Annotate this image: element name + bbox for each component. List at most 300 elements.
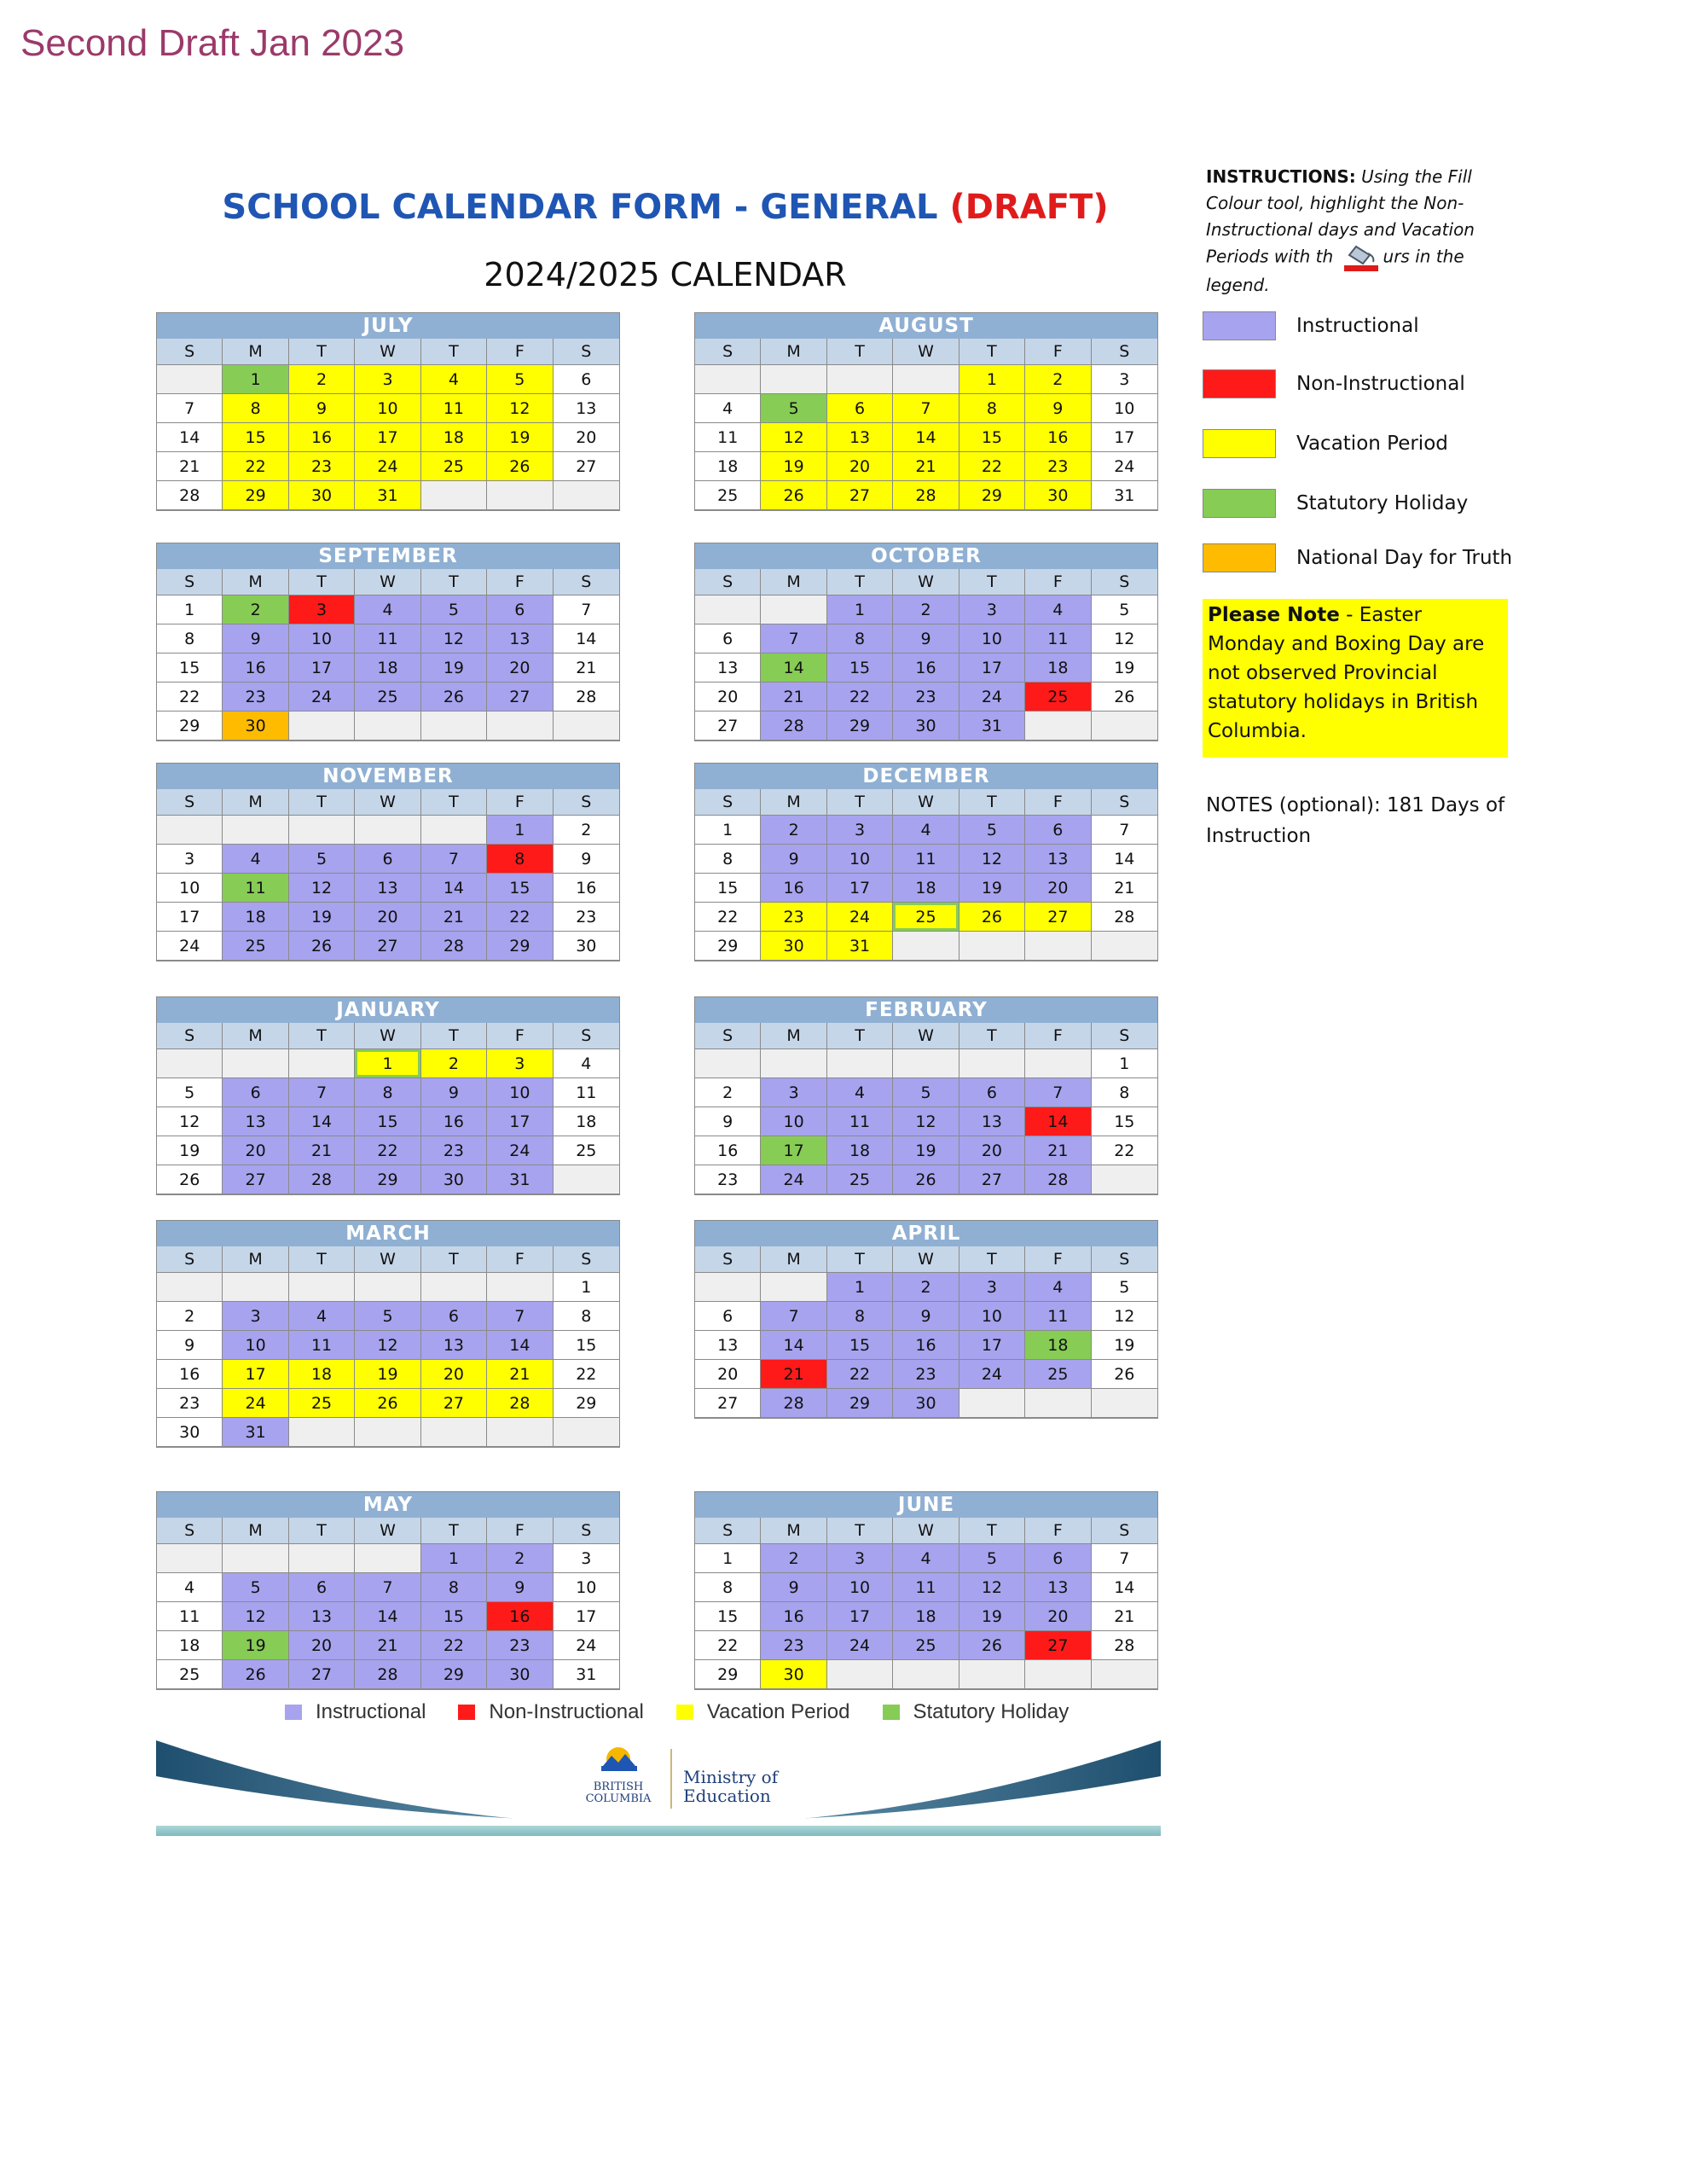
day-cell[interactable]: 2 [157,1302,223,1331]
day-cell[interactable]: 2 [1025,365,1091,394]
day-cell[interactable]: 23 [761,1631,826,1660]
day-cell[interactable]: 12 [355,1331,420,1360]
day-cell[interactable]: 14 [554,624,619,653]
day-cell[interactable]: 20 [959,1136,1025,1165]
day-cell[interactable]: 9 [761,1573,826,1602]
day-cell[interactable]: 26 [1092,1360,1157,1389]
day-cell[interactable]: 9 [157,1331,223,1360]
day-cell[interactable]: 27 [695,1389,761,1418]
day-cell[interactable]: 14 [1025,1107,1091,1136]
day-cell[interactable]: 2 [761,1544,826,1573]
day-cell[interactable]: 19 [157,1136,223,1165]
day-cell[interactable]: 12 [223,1602,288,1631]
day-cell[interactable]: 23 [761,903,826,932]
day-cell[interactable]: 20 [421,1360,487,1389]
day-cell[interactable]: 12 [1092,624,1157,653]
day-cell[interactable]: 15 [421,1602,487,1631]
day-cell[interactable]: 11 [1025,1302,1091,1331]
day-cell[interactable]: 19 [223,1631,288,1660]
day-cell[interactable]: 18 [289,1360,355,1389]
day-cell[interactable]: 13 [1025,845,1091,874]
day-cell[interactable]: 8 [223,394,288,423]
day-cell[interactable]: 12 [157,1107,223,1136]
day-cell[interactable]: 26 [959,1631,1025,1660]
day-cell[interactable]: 5 [355,1302,420,1331]
day-cell[interactable]: 10 [157,874,223,903]
day-cell[interactable]: 7 [1025,1078,1091,1107]
day-cell[interactable]: 31 [223,1418,288,1447]
day-cell[interactable]: 30 [289,481,355,510]
day-cell[interactable]: 26 [355,1389,420,1418]
day-cell[interactable]: 21 [1092,1602,1157,1631]
day-cell[interactable]: 10 [487,1078,553,1107]
day-cell[interactable]: 6 [554,365,619,394]
day-cell[interactable]: 19 [487,423,553,452]
day-cell[interactable]: 27 [1025,1631,1091,1660]
day-cell[interactable]: 5 [893,1078,959,1107]
day-cell[interactable]: 23 [289,452,355,481]
day-cell[interactable]: 5 [1092,1273,1157,1302]
day-cell[interactable]: 4 [695,394,761,423]
day-cell[interactable]: 8 [421,1573,487,1602]
day-cell[interactable]: 7 [554,595,619,624]
day-cell[interactable]: 15 [157,653,223,682]
day-cell[interactable]: 19 [761,452,826,481]
day-cell[interactable]: 12 [959,845,1025,874]
day-cell[interactable]: 19 [959,1602,1025,1631]
day-cell[interactable]: 28 [893,481,959,510]
day-cell[interactable]: 3 [959,1273,1025,1302]
day-cell[interactable]: 26 [223,1660,288,1689]
day-cell[interactable]: 3 [554,1544,619,1573]
day-cell[interactable]: 14 [289,1107,355,1136]
day-cell[interactable]: 7 [1092,1544,1157,1573]
day-cell[interactable]: 3 [827,816,893,845]
day-cell[interactable]: 4 [893,816,959,845]
day-cell[interactable]: 15 [695,874,761,903]
day-cell[interactable]: 23 [487,1631,553,1660]
day-cell[interactable]: 15 [959,423,1025,452]
day-cell[interactable]: 10 [959,624,1025,653]
day-cell[interactable]: 14 [761,653,826,682]
day-cell[interactable]: 30 [157,1418,223,1447]
day-cell[interactable]: 23 [893,1360,959,1389]
day-cell[interactable]: 28 [1092,903,1157,932]
day-cell[interactable]: 30 [487,1660,553,1689]
day-cell[interactable]: 19 [959,874,1025,903]
day-cell[interactable]: 30 [893,712,959,741]
day-cell[interactable]: 11 [554,1078,619,1107]
day-cell[interactable]: 19 [355,1360,420,1389]
day-cell[interactable]: 8 [157,624,223,653]
day-cell[interactable]: 28 [487,1389,553,1418]
day-cell[interactable]: 12 [893,1107,959,1136]
day-cell[interactable]: 1 [695,1544,761,1573]
day-cell[interactable]: 28 [761,712,826,741]
day-cell[interactable]: 12 [761,423,826,452]
day-cell[interactable]: 16 [893,1331,959,1360]
day-cell[interactable]: 1 [695,816,761,845]
day-cell[interactable]: 22 [421,1631,487,1660]
day-cell[interactable]: 25 [827,1165,893,1194]
day-cell[interactable]: 25 [157,1660,223,1689]
day-cell[interactable]: 22 [1092,1136,1157,1165]
day-cell[interactable]: 10 [827,845,893,874]
day-cell[interactable]: 13 [355,874,420,903]
day-cell[interactable]: 18 [1025,1331,1091,1360]
day-cell[interactable]: 11 [289,1331,355,1360]
day-cell[interactable]: 9 [761,845,826,874]
day-cell[interactable]: 16 [695,1136,761,1165]
day-cell[interactable]: 2 [893,595,959,624]
day-cell[interactable]: 5 [959,816,1025,845]
day-cell[interactable]: 1 [827,595,893,624]
day-cell[interactable]: 31 [554,1660,619,1689]
day-cell[interactable]: 1 [157,595,223,624]
day-cell[interactable]: 16 [223,653,288,682]
day-cell[interactable]: 6 [1025,816,1091,845]
day-cell[interactable]: 5 [1092,595,1157,624]
day-cell[interactable]: 23 [554,903,619,932]
day-cell[interactable]: 16 [157,1360,223,1389]
day-cell[interactable]: 9 [893,624,959,653]
day-cell[interactable]: 5 [223,1573,288,1602]
day-cell[interactable]: 25 [421,452,487,481]
day-cell[interactable]: 8 [827,1302,893,1331]
day-cell[interactable]: 17 [959,653,1025,682]
day-cell[interactable]: 21 [1092,874,1157,903]
day-cell[interactable]: 8 [487,845,553,874]
day-cell[interactable]: 6 [695,1302,761,1331]
day-cell[interactable]: 18 [1025,653,1091,682]
day-cell[interactable]: 18 [695,452,761,481]
day-cell[interactable]: 30 [761,932,826,961]
day-cell[interactable]: 13 [223,1107,288,1136]
day-cell[interactable]: 2 [421,1049,487,1078]
day-cell[interactable]: 27 [289,1660,355,1689]
day-cell[interactable]: 11 [355,624,420,653]
day-cell[interactable]: 20 [695,1360,761,1389]
day-cell[interactable]: 21 [289,1136,355,1165]
day-cell[interactable]: 17 [554,1602,619,1631]
day-cell[interactable]: 16 [487,1602,553,1631]
day-cell[interactable]: 19 [893,1136,959,1165]
day-cell[interactable]: 9 [223,624,288,653]
day-cell[interactable]: 15 [487,874,553,903]
day-cell[interactable]: 6 [959,1078,1025,1107]
day-cell[interactable]: 25 [355,682,420,712]
day-cell[interactable]: 3 [1092,365,1157,394]
day-cell[interactable]: 8 [355,1078,420,1107]
day-cell[interactable]: 8 [1092,1078,1157,1107]
day-cell[interactable]: 21 [1025,1136,1091,1165]
day-cell[interactable]: 21 [487,1360,553,1389]
day-cell[interactable]: 6 [695,624,761,653]
day-cell[interactable]: 29 [223,481,288,510]
day-cell[interactable]: 21 [421,903,487,932]
day-cell[interactable]: 14 [893,423,959,452]
day-cell[interactable]: 1 [827,1273,893,1302]
day-cell[interactable]: 3 [223,1302,288,1331]
day-cell[interactable]: 26 [893,1165,959,1194]
day-cell[interactable]: 31 [959,712,1025,741]
day-cell[interactable]: 25 [695,481,761,510]
day-cell[interactable]: 7 [487,1302,553,1331]
day-cell[interactable]: 27 [1025,903,1091,932]
day-cell[interactable]: 3 [827,1544,893,1573]
day-cell[interactable]: 2 [893,1273,959,1302]
day-cell[interactable]: 23 [157,1389,223,1418]
day-cell[interactable]: 8 [695,845,761,874]
day-cell[interactable]: 10 [554,1573,619,1602]
day-cell[interactable]: 27 [827,481,893,510]
day-cell[interactable]: 21 [761,682,826,712]
day-cell[interactable]: 13 [827,423,893,452]
day-cell[interactable]: 20 [1025,874,1091,903]
day-cell[interactable]: 1 [355,1049,420,1078]
day-cell[interactable]: 13 [421,1331,487,1360]
day-cell[interactable]: 2 [487,1544,553,1573]
day-cell[interactable]: 10 [959,1302,1025,1331]
day-cell[interactable]: 16 [289,423,355,452]
day-cell[interactable]: 20 [487,653,553,682]
day-cell[interactable]: 11 [157,1602,223,1631]
day-cell[interactable]: 1 [487,816,553,845]
day-cell[interactable]: 15 [827,1331,893,1360]
day-cell[interactable]: 24 [761,1165,826,1194]
day-cell[interactable]: 20 [223,1136,288,1165]
day-cell[interactable]: 16 [893,653,959,682]
day-cell[interactable]: 11 [893,845,959,874]
day-cell[interactable]: 13 [554,394,619,423]
day-cell[interactable]: 23 [893,682,959,712]
day-cell[interactable]: 17 [959,1331,1025,1360]
day-cell[interactable]: 9 [421,1078,487,1107]
day-cell[interactable]: 16 [761,874,826,903]
day-cell[interactable]: 25 [554,1136,619,1165]
day-cell[interactable]: 13 [695,653,761,682]
day-cell[interactable]: 11 [695,423,761,452]
day-cell[interactable]: 23 [421,1136,487,1165]
day-cell[interactable]: 6 [421,1302,487,1331]
day-cell[interactable]: 20 [289,1631,355,1660]
day-cell[interactable]: 23 [1025,452,1091,481]
day-cell[interactable]: 25 [893,903,959,932]
day-cell[interactable]: 8 [695,1573,761,1602]
day-cell[interactable]: 31 [487,1165,553,1194]
day-cell[interactable]: 26 [289,932,355,961]
day-cell[interactable]: 31 [355,481,420,510]
day-cell[interactable]: 6 [487,595,553,624]
day-cell[interactable]: 22 [695,1631,761,1660]
day-cell[interactable]: 2 [554,816,619,845]
day-cell[interactable]: 26 [761,481,826,510]
day-cell[interactable]: 24 [1092,452,1157,481]
day-cell[interactable]: 7 [761,624,826,653]
day-cell[interactable]: 30 [893,1389,959,1418]
day-cell[interactable]: 24 [289,682,355,712]
day-cell[interactable]: 8 [554,1302,619,1331]
day-cell[interactable]: 19 [421,653,487,682]
day-cell[interactable]: 22 [157,682,223,712]
day-cell[interactable]: 3 [761,1078,826,1107]
day-cell[interactable]: 17 [355,423,420,452]
day-cell[interactable]: 10 [355,394,420,423]
day-cell[interactable]: 24 [157,932,223,961]
day-cell[interactable]: 24 [959,1360,1025,1389]
day-cell[interactable]: 4 [893,1544,959,1573]
day-cell[interactable]: 5 [157,1078,223,1107]
day-cell[interactable]: 18 [421,423,487,452]
day-cell[interactable]: 4 [289,1302,355,1331]
day-cell[interactable]: 17 [827,1602,893,1631]
day-cell[interactable]: 17 [761,1136,826,1165]
day-cell[interactable]: 15 [1092,1107,1157,1136]
day-cell[interactable]: 7 [761,1302,826,1331]
day-cell[interactable]: 26 [959,903,1025,932]
day-cell[interactable]: 29 [157,712,223,741]
day-cell[interactable]: 25 [223,932,288,961]
day-cell[interactable]: 5 [421,595,487,624]
day-cell[interactable]: 6 [1025,1544,1091,1573]
day-cell[interactable]: 4 [1025,1273,1091,1302]
day-cell[interactable]: 15 [695,1602,761,1631]
day-cell[interactable]: 23 [223,682,288,712]
day-cell[interactable]: 21 [157,452,223,481]
day-cell[interactable]: 11 [1025,624,1091,653]
day-cell[interactable]: 30 [223,712,288,741]
day-cell[interactable]: 9 [1025,394,1091,423]
day-cell[interactable]: 10 [1092,394,1157,423]
day-cell[interactable]: 15 [355,1107,420,1136]
day-cell[interactable]: 17 [827,874,893,903]
day-cell[interactable]: 30 [1025,481,1091,510]
day-cell[interactable]: 18 [157,1631,223,1660]
day-cell[interactable]: 20 [355,903,420,932]
day-cell[interactable]: 14 [487,1331,553,1360]
day-cell[interactable]: 9 [893,1302,959,1331]
day-cell[interactable]: 14 [1092,1573,1157,1602]
day-cell[interactable]: 13 [959,1107,1025,1136]
day-cell[interactable]: 10 [289,624,355,653]
day-cell[interactable]: 18 [355,653,420,682]
day-cell[interactable]: 7 [1092,816,1157,845]
day-cell[interactable]: 16 [761,1602,826,1631]
day-cell[interactable]: 28 [355,1660,420,1689]
day-cell[interactable]: 21 [893,452,959,481]
day-cell[interactable]: 9 [289,394,355,423]
day-cell[interactable]: 24 [355,452,420,481]
day-cell[interactable]: 14 [1092,845,1157,874]
day-cell[interactable]: 20 [695,682,761,712]
day-cell[interactable]: 29 [487,932,553,961]
day-cell[interactable]: 22 [827,1360,893,1389]
day-cell[interactable]: 28 [289,1165,355,1194]
day-cell[interactable]: 27 [487,682,553,712]
day-cell[interactable]: 2 [223,595,288,624]
day-cell[interactable]: 18 [223,903,288,932]
day-cell[interactable]: 27 [695,712,761,741]
day-cell[interactable]: 24 [959,682,1025,712]
day-cell[interactable]: 7 [157,394,223,423]
day-cell[interactable]: 16 [421,1107,487,1136]
day-cell[interactable]: 29 [421,1660,487,1689]
day-cell[interactable]: 10 [223,1331,288,1360]
day-cell[interactable]: 5 [289,845,355,874]
day-cell[interactable]: 8 [827,624,893,653]
day-cell[interactable]: 25 [1025,1360,1091,1389]
day-cell[interactable]: 12 [289,874,355,903]
day-cell[interactable]: 22 [355,1136,420,1165]
day-cell[interactable]: 22 [959,452,1025,481]
day-cell[interactable]: 14 [761,1331,826,1360]
day-cell[interactable]: 30 [761,1660,826,1689]
day-cell[interactable]: 15 [827,653,893,682]
day-cell[interactable]: 12 [487,394,553,423]
day-cell[interactable]: 27 [554,452,619,481]
day-cell[interactable]: 19 [1092,653,1157,682]
day-cell[interactable]: 23 [695,1165,761,1194]
day-cell[interactable]: 12 [1092,1302,1157,1331]
day-cell[interactable]: 21 [761,1360,826,1389]
day-cell[interactable]: 22 [827,682,893,712]
day-cell[interactable]: 8 [959,394,1025,423]
day-cell[interactable]: 5 [959,1544,1025,1573]
day-cell[interactable]: 29 [959,481,1025,510]
day-cell[interactable]: 2 [761,816,826,845]
day-cell[interactable]: 29 [554,1389,619,1418]
day-cell[interactable]: 11 [893,1573,959,1602]
day-cell[interactable]: 15 [223,423,288,452]
day-cell[interactable]: 20 [554,423,619,452]
day-cell[interactable]: 26 [157,1165,223,1194]
day-cell[interactable]: 22 [554,1360,619,1389]
day-cell[interactable]: 17 [487,1107,553,1136]
day-cell[interactable]: 29 [827,712,893,741]
day-cell[interactable]: 22 [695,903,761,932]
day-cell[interactable]: 2 [289,365,355,394]
day-cell[interactable]: 30 [421,1165,487,1194]
day-cell[interactable]: 22 [487,903,553,932]
day-cell[interactable]: 4 [421,365,487,394]
day-cell[interactable]: 15 [554,1331,619,1360]
day-cell[interactable]: 13 [695,1331,761,1360]
day-cell[interactable]: 10 [761,1107,826,1136]
day-cell[interactable]: 28 [554,682,619,712]
day-cell[interactable]: 24 [223,1389,288,1418]
day-cell[interactable]: 18 [893,874,959,903]
day-cell[interactable]: 4 [157,1573,223,1602]
day-cell[interactable]: 9 [487,1573,553,1602]
day-cell[interactable]: 28 [1025,1165,1091,1194]
day-cell[interactable]: 27 [421,1389,487,1418]
day-cell[interactable]: 14 [355,1602,420,1631]
day-cell[interactable]: 3 [289,595,355,624]
day-cell[interactable]: 17 [1092,423,1157,452]
day-cell[interactable]: 9 [695,1107,761,1136]
day-cell[interactable]: 16 [1025,423,1091,452]
day-cell[interactable]: 1 [421,1544,487,1573]
day-cell[interactable]: 26 [1092,682,1157,712]
day-cell[interactable]: 7 [355,1573,420,1602]
day-cell[interactable]: 2 [695,1078,761,1107]
day-cell[interactable]: 26 [487,452,553,481]
day-cell[interactable]: 18 [893,1602,959,1631]
day-cell[interactable]: 29 [827,1389,893,1418]
day-cell[interactable]: 27 [959,1165,1025,1194]
day-cell[interactable]: 30 [554,932,619,961]
day-cell[interactable]: 4 [554,1049,619,1078]
